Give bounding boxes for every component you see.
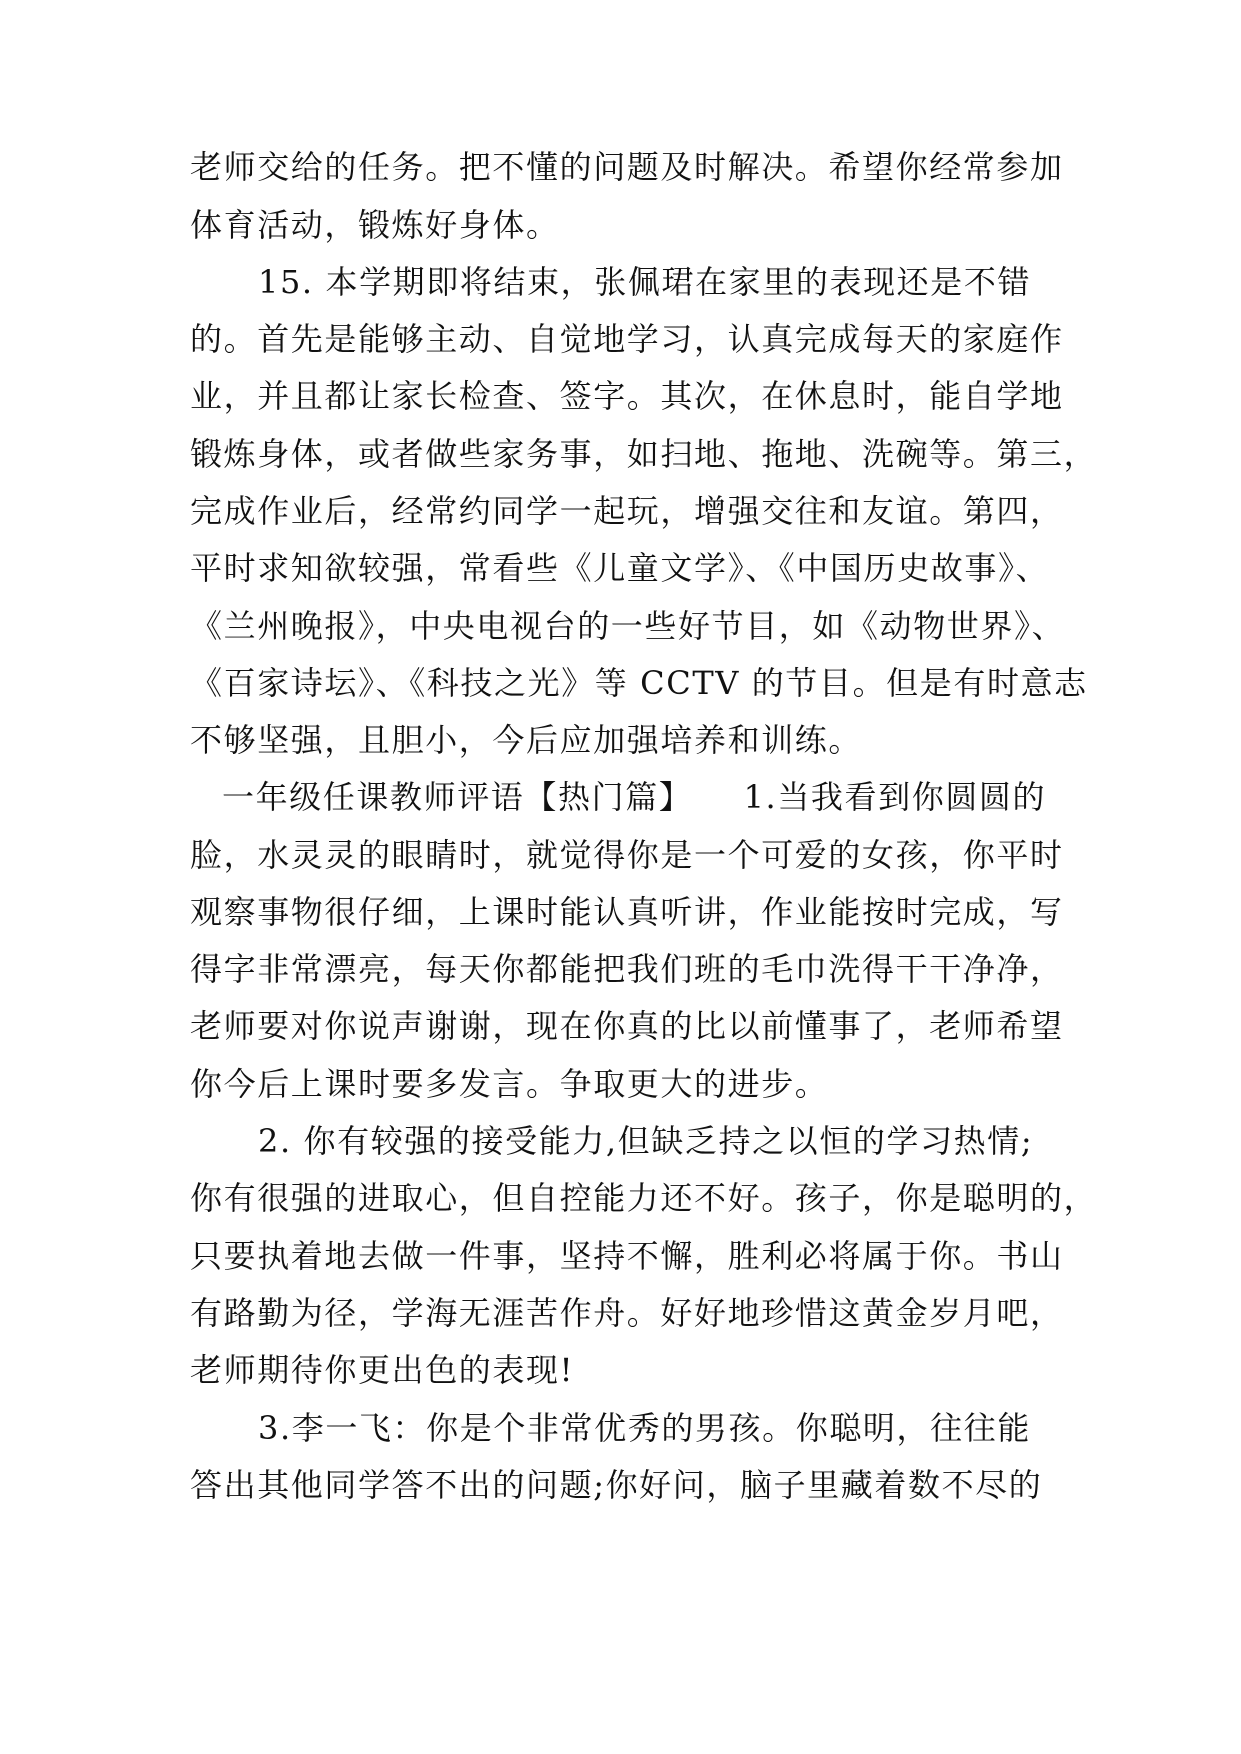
text-line: 业，并且都让家长检查、签字。其次，在休息时，能自学地	[190, 377, 1064, 415]
text-line: 你今后上课时要多发言。争取更大的进步。	[190, 1065, 829, 1103]
text-line: 脸，水灵灵的眼睛时，就觉得你是一个可爱的女孩，你平时	[190, 836, 1064, 874]
text-line: 观察事物很仔细，上课时能认真听讲，作业能按时完成，写	[190, 893, 1064, 931]
text-line: 锻炼身体，或者做些家务事，如扫地、拖地、洗碗等。第三，	[190, 435, 1098, 473]
text-line: 《兰州晚报》，中央电视台的一些好节目，如《动物世界》、	[190, 607, 1066, 645]
paragraph-15-first-line: 15. 本学期即将结束，张佩珺在家里的表现还是不错	[258, 263, 1032, 301]
text-line: 体育活动，锻炼好身体。	[190, 206, 560, 244]
paragraph-3-first-line: 3.李一飞：你是个非常优秀的男孩。你聪明，往往能	[258, 1409, 1031, 1447]
paragraph-2-first-line: 2. 你有较强的接受能力,但缺乏持之以恒的学习热情;	[258, 1122, 1034, 1160]
text-line: 老师要对你说声谢谢，现在你真的比以前懂事了，老师希望	[190, 1007, 1064, 1045]
text-line: 平时求知欲较强，常看些《儿童文学》、《中国历史故事》、	[190, 549, 1050, 587]
text-line: 得字非常漂亮，每天你都能把我们班的毛巾洗得干干净净，	[190, 950, 1064, 988]
text-line: 你有很强的进取心，但自控能力还不好。孩子，你是聪明的，	[190, 1179, 1098, 1217]
section-heading-line: 一年级任课教师评语【热门篇】 1.当我看到你圆圆的	[222, 778, 1047, 816]
text-line: 答出其他同学答不出的问题;你好问，脑子里藏着数不尽的	[190, 1466, 1043, 1504]
text-line: 老师期待你更出色的表现!	[190, 1351, 575, 1389]
text-line: 完成作业后，经常约同学一起玩，增强交往和友谊。第四，	[190, 492, 1064, 530]
text-line: 有路勤为径，学海无涯苦作舟。好好地珍惜这黄金岁月吧，	[190, 1294, 1064, 1332]
text-line: 只要执着地去做一件事，坚持不懈，胜利必将属于你。书山	[190, 1237, 1064, 1275]
text-line: 老师交给的任务。把不懂的问题及时解决。希望你经常参加	[190, 148, 1064, 186]
text-line: 的。首先是能够主动、自觉地学习，认真完成每天的家庭作	[190, 320, 1064, 358]
text-line: 不够坚强，且胆小，今后应加强培养和训练。	[190, 721, 863, 759]
text-line: 《百家诗坛》、《科技之光》等 CCTV 的节目。但是有时意志	[190, 664, 1088, 702]
